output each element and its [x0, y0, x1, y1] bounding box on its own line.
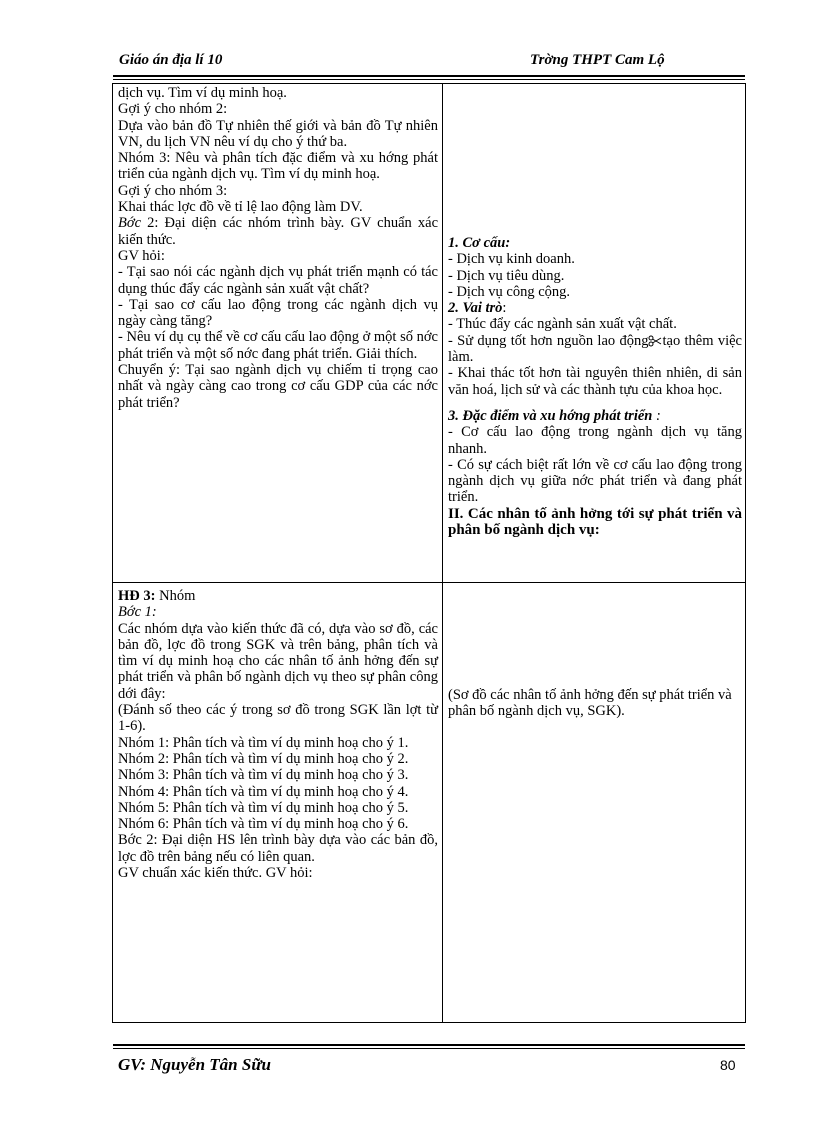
activity-line: dịch vụ. Tìm ví dụ minh hoạ. [118, 85, 287, 101]
activity-line: Gợi ý cho nhóm 2: [118, 101, 228, 118]
activity-line: Khai thác lợc đồ về tỉ lệ lao động làm DV. [118, 199, 363, 216]
activity-column-bottom [118, 588, 438, 881]
activity-line: Dựa vào bản đồ Tự nhiên thế giới và bản đồ Tự nhiên VN, du lịch VN nêu ví dụ cho ý thứ ba. [118, 117, 438, 150]
content-item: - Sử dụng tốt hơn nguồn lao động tạo thêm việc làm. [448, 332, 742, 366]
page-number: 80 [720, 1057, 736, 1073]
activity-note: (Đánh số theo các ý trong sơ đồ trong SGK lần lợt từ 1-6). [118, 702, 438, 735]
section-heading-factors: II. Các nhân tố ảnh hởng tới sự phát triển và phân bố ngành dịch vụ: [448, 505, 742, 539]
footer-rule [113, 1044, 745, 1046]
content-column-bottom [448, 687, 742, 720]
header-rule [113, 75, 745, 77]
activity-column-top [118, 85, 438, 411]
header-school-name: Trờng THPT Cam Lộ [530, 52, 665, 68]
group-task: Nhóm 4: Phân tích và tìm ví dụ minh hoạ cho ý 4. [118, 783, 409, 800]
group-task: Nhóm 1: Phân tích và tìm ví dụ minh hoạ cho ý 1. [118, 734, 409, 751]
scissors-icon [648, 335, 662, 347]
activity-heading: HĐ 3: Nhóm [118, 588, 196, 604]
section-heading-structure: 1. Cơ cấu: [448, 235, 511, 251]
table-row-divider [112, 582, 746, 583]
page-header [113, 50, 745, 78]
step-label: Bớc [118, 215, 142, 232]
activity-line: Bớc 2: Đại diện các nhóm trình bày. GV chuẩn xác kiến thức. [118, 215, 438, 248]
activity-line: - Tại sao nói các ngành dịch vụ phát triển mạnh có tác dụng thúc đẩy các ngành sản xuất vật chất? [118, 264, 438, 297]
table-column-divider [442, 83, 443, 1023]
activity-line: Nhóm 3: Nêu và phân tích đặc điểm và xu hớng phát triển của ngành dịch vụ. Tìm ví dụ minh hoạ. [118, 150, 438, 183]
activity-line: GV hỏi: [118, 247, 165, 264]
content-item: - Khai thác tốt hơn tài nguyên thiên nhiên, di sản văn hoá, lịch sử và các thành tựu của khoa học. [448, 365, 742, 398]
group-task: Nhóm 3: Phân tích và tìm ví dụ minh hoạ cho ý 3. [118, 767, 409, 784]
section-heading-role: 2. Vai trò: [448, 300, 507, 317]
activity-line: Chuyển ý: Tại sao ngành dịch vụ chiếm tỉ trọng cao nhất và ngày càng cao trong cơ cấu GDP của các nớc phát triển? [118, 362, 438, 411]
diagram-reference: (Sơ đồ các nhân tố ảnh hởng đến sự phát triển và phân bố ngành dịch vụ, SGK). [448, 687, 732, 720]
step-2-text: Bớc 2: Đại diện HS lên trình bày dựa vào các bản đồ, lợc đồ trên bảng nếu có liên quan. [118, 832, 438, 865]
content-item: - Dịch vụ kinh doanh. [448, 251, 575, 268]
group-task: Nhóm 6: Phân tích và tìm ví dụ minh hoạ cho ý 6. [118, 816, 409, 833]
activity-paragraph: Các nhóm dựa vào kiến thức đã có, dựa vào sơ đồ, các bản đồ, lợc đồ trong SGK và trên bảng, phân tích và tìm ví dụ minh hoạ cho các nhân tố ảnh hởng đến sự phát triển và phân bố ngành dịch vụ theo sự phân công dới đây: [118, 620, 438, 702]
content-item: - Cơ cấu lao động trong ngành dịch vụ tăng nhanh. [448, 424, 742, 457]
activity-line: - Nêu ví dụ cụ thể về cơ cấu cấu lao động ở một số nớc phát triển và một số nớc đang phát triển. Giải thích. [118, 329, 438, 362]
content-item: - Có sự cách biệt rất lớn về cơ cấu lao động trong ngành dịch vụ giữa nớc phát triển và đang phát triển. [448, 456, 742, 506]
header-rule-thin [113, 79, 745, 80]
activity-line: - Tại sao cơ cấu lao động trong các ngành dịch vụ ngày càng tăng? [118, 296, 438, 330]
footer-author: GV: Nguyễn Tân Sữu [118, 1055, 271, 1074]
activity-line: Gợi ý cho nhóm 3: [118, 182, 228, 199]
footer-rule-thin [113, 1048, 745, 1049]
group-task: Nhóm 5: Phân tích và tìm ví dụ minh hoạ cho ý 5. [118, 799, 409, 816]
content-item: - Thúc đẩy các ngành sản xuất vật chất. [448, 316, 677, 333]
section-heading-trends: 3. Đặc điểm và xu hớng phát triển : [448, 407, 661, 424]
content-column-top [448, 235, 742, 538]
header-course-title: Giáo án địa lí 10 [119, 52, 223, 68]
content-item: - Dịch vụ công cộng. [448, 283, 571, 300]
step-1-label: Bớc 1: [118, 604, 157, 621]
activity-line: GV chuẩn xác kiến thức. GV hỏi: [118, 865, 313, 882]
group-task: Nhóm 2: Phân tích và tìm ví dụ minh hoạ cho ý 2. [118, 750, 409, 767]
content-item: - Dịch vụ tiêu dùng. [448, 267, 565, 284]
